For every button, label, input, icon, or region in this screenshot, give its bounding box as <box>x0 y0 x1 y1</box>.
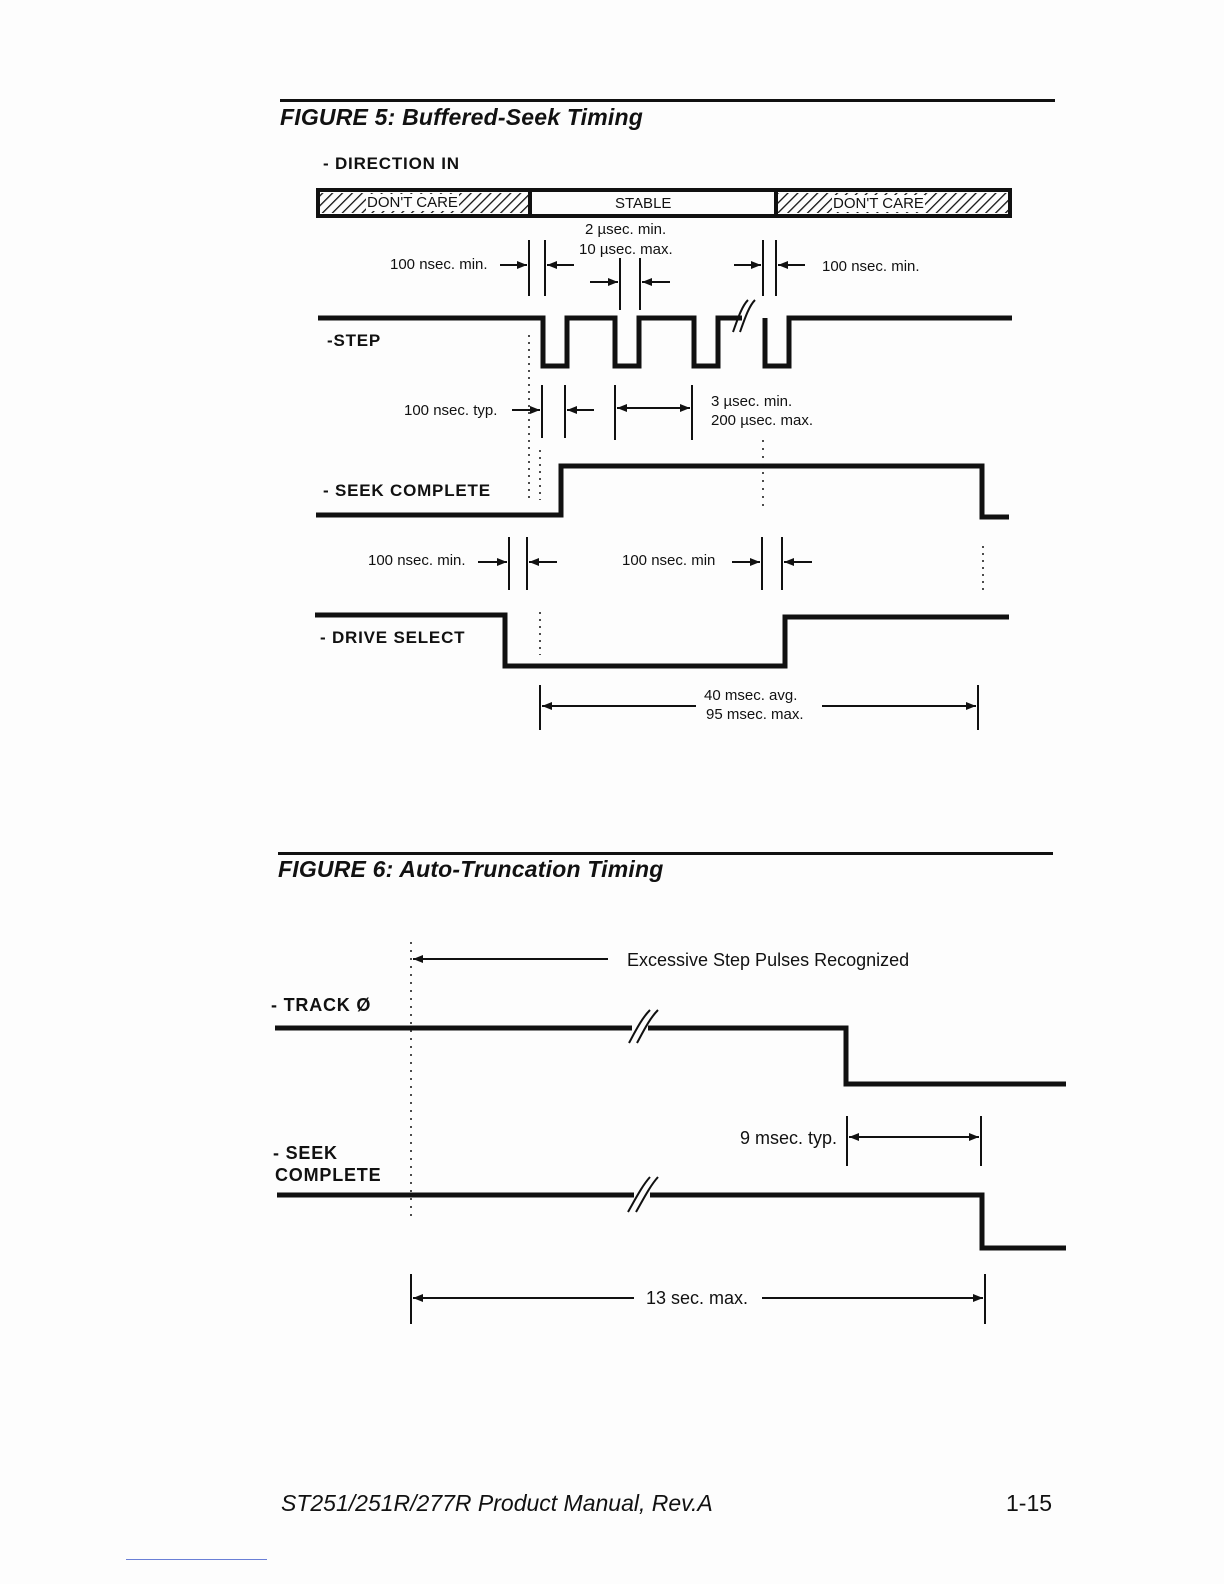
seek-complete-waveform-fig6 <box>277 1195 1066 1248</box>
seek-complete-break-icon <box>628 1177 658 1212</box>
pulse-width-max-text: 10 µsec. max. <box>579 241 673 258</box>
step-period-max-text: 200 µsec. max. <box>711 412 814 429</box>
select-setup-marker <box>478 537 557 590</box>
seek-time-avg-text: 40 msec. avg. <box>704 687 798 704</box>
hold-marker-right <box>734 240 805 296</box>
pulse-width-marker <box>590 258 670 310</box>
seek-complete-label-line2: COMPLETE <box>275 1165 382 1185</box>
footer-page-number: 1-15 <box>1006 1490 1053 1516</box>
bottom-edge-line <box>126 1559 267 1560</box>
seek-time-max-text: 95 msec. max. <box>706 706 804 723</box>
setup-marker-left <box>500 240 574 296</box>
select-hold-marker <box>732 537 812 590</box>
pulse-width-min-text: 2 µsec. min. <box>585 221 667 238</box>
track0-break-icon <box>629 1010 658 1043</box>
hold-right-text: 100 nsec. min. <box>822 258 920 275</box>
step-to-seek-text: 100 nsec. typ. <box>404 402 498 419</box>
seek-complete-label: - SEEK COMPLETE <box>323 481 491 500</box>
step-waveform <box>318 318 1012 366</box>
step-period-min-text: 3 µsec. min. <box>711 393 793 410</box>
drive-select-label: - DRIVE SELECT <box>320 628 466 647</box>
track0-label: - TRACK Ø <box>271 995 372 1015</box>
figure6-top-rule <box>278 852 1053 855</box>
seek-complete-label-line1: - SEEK <box>273 1143 338 1163</box>
step-to-seek-marker <box>512 385 594 438</box>
track0-waveform <box>275 1028 1066 1084</box>
dont-care-right-label: DON'T CARE <box>833 195 924 212</box>
max-time-text: 13 sec. max. <box>646 1288 749 1308</box>
step-label: -STEP <box>327 331 382 350</box>
direction-in-label: - DIRECTION IN <box>323 154 460 173</box>
step-period-marker <box>615 385 692 440</box>
figure5-title: FIGURE 5: Buffered-Seek Timing <box>280 104 643 130</box>
stable-label: STABLE <box>615 195 672 212</box>
select-setup-text: 100 nsec. min. <box>368 552 466 569</box>
delay-marker <box>847 1116 981 1166</box>
footer-manual-title: ST251/251R/277R Product Manual, Rev.A <box>281 1490 713 1516</box>
select-hold-text: 100 nsec. min <box>622 552 716 569</box>
excessive-steps-text: Excessive Step Pulses Recognized <box>627 950 910 970</box>
figure6-title: FIGURE 6: Auto-Truncation Timing <box>278 856 664 882</box>
dont-care-left-label: DON'T CARE <box>367 194 458 211</box>
delay-text: 9 msec. typ. <box>740 1128 838 1148</box>
setup-left-text: 100 nsec. min. <box>390 256 488 273</box>
